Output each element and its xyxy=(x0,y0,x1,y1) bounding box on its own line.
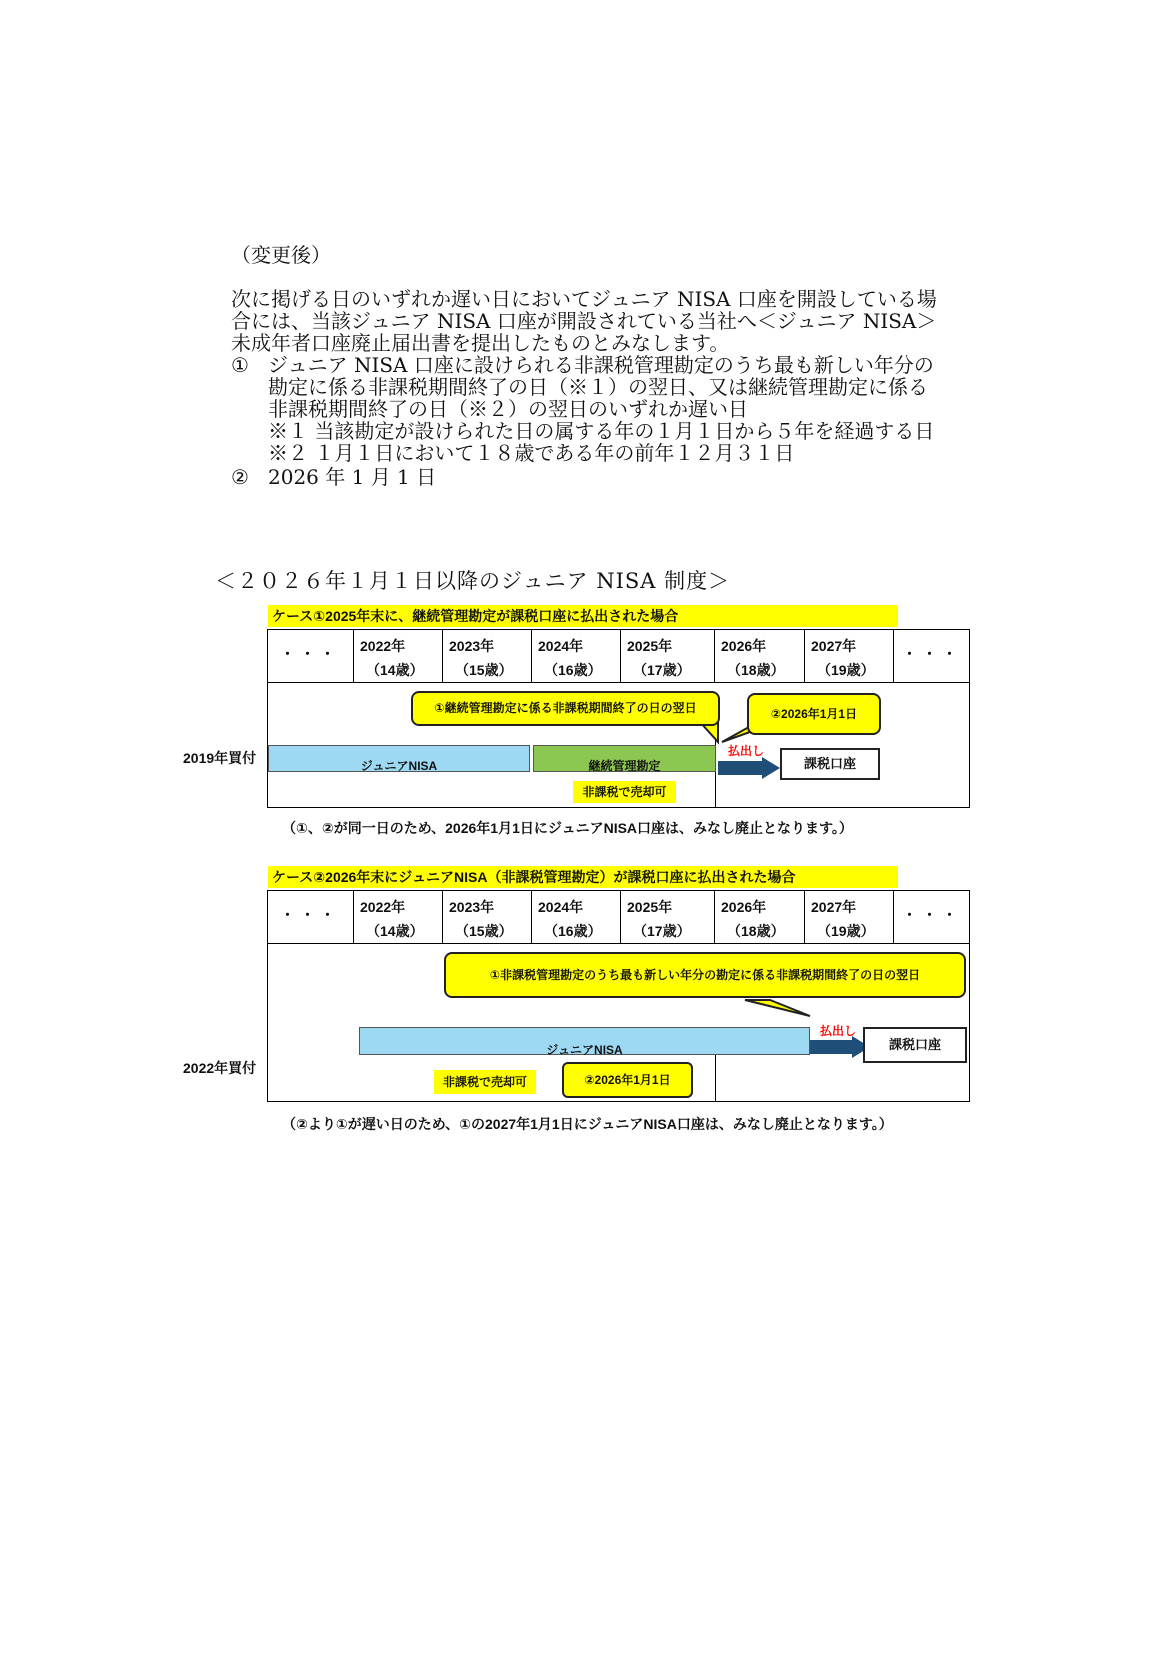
case1-callout-2: ②2026年1月1日 xyxy=(747,693,881,735)
paragraph xyxy=(231,288,991,354)
item-1-line: 非課税期間終了の日（※２）の翌日のいずれか遅い日 xyxy=(268,397,748,421)
year-cell xyxy=(354,891,443,943)
age-label: （17歳） xyxy=(633,662,691,678)
case1-payout-arrow xyxy=(718,757,780,779)
year-label: 2027年 xyxy=(811,638,857,654)
year-cell xyxy=(443,891,532,943)
year-label: 2026年 xyxy=(721,638,767,654)
paragraph-line: 次に掲げる日のいずれか遅い日においてジュニア NISA 口座を開設している場 xyxy=(231,287,937,311)
case2-payout-label: 払出し xyxy=(820,1024,857,1038)
age-label: （18歳） xyxy=(727,662,785,678)
year-cell xyxy=(354,630,443,682)
year-label: 2023年 xyxy=(449,638,495,654)
year-cell xyxy=(715,630,805,682)
age-label: （15歳） xyxy=(455,662,513,678)
age-label: （17歳） xyxy=(633,923,691,939)
year-label: 2025年 xyxy=(627,899,673,915)
case1-note: （①、②が同一日のため、2026年1月1日にジュニアNISA口座は、みなし廃止となります。） xyxy=(282,820,853,836)
header-cell-ellipsis xyxy=(268,891,354,943)
ellipsis: ・・・ xyxy=(902,907,963,923)
year-label: 2027年 xyxy=(811,899,857,915)
section-title: ＜２０２６年１月１日以降のジュニア NISA 制度＞ xyxy=(215,569,731,593)
age-label: （16歳） xyxy=(544,923,602,939)
year-cell xyxy=(805,891,894,943)
item-1-line: ジュニア NISA 口座に設けられる非課税管理勘定のうち最も新しい年分の xyxy=(268,353,934,377)
header-cell-ellipsis xyxy=(894,630,971,682)
year-cell xyxy=(443,630,532,682)
ellipsis: ・・・ xyxy=(280,646,341,662)
divider xyxy=(268,943,969,944)
case1-junior-nisa-bar: ジュニアNISA xyxy=(268,745,530,772)
case2-taxable-account: 課税口座 xyxy=(863,1027,967,1063)
header-cell-ellipsis xyxy=(894,891,971,943)
case2-row-label: 2022年買付 xyxy=(183,1060,257,1076)
paragraph-line: 未成年者口座廃止届出書を提出したものとみなします。 xyxy=(231,331,730,355)
year-label: 2022年 xyxy=(360,899,406,915)
case1-callout-1: ①継続管理勘定に係る非課税期間終了の日の翌日 xyxy=(411,691,720,726)
age-label: （19歳） xyxy=(817,662,875,678)
item-2-number: ② xyxy=(231,465,249,489)
case1-keizoku-bar: 継続管理勘定 xyxy=(533,745,716,772)
year-label: 2026年 xyxy=(721,899,767,915)
paragraph-line: 合には、当該ジュニア NISA 口座が開設されている当社へ＜ジュニア NISA＞ xyxy=(231,309,937,333)
case1-sell-label: 非課税で売却可 xyxy=(573,781,676,803)
item-1-number: ① xyxy=(231,353,249,377)
case2-junior-nisa-bar: ジュニアNISA xyxy=(359,1027,810,1055)
arrow-shape xyxy=(810,1036,870,1058)
case2-title: ケース②2026年末にジュニアNISA（非課税管理勘定）が課税口座に払出された場合 xyxy=(268,866,898,888)
item-2-line: 2026 年 1 月 1 日 xyxy=(268,465,437,489)
age-label: （15歳） xyxy=(455,923,513,939)
case2-callout-2: ②2026年1月1日 xyxy=(562,1062,693,1098)
year-cell xyxy=(621,891,715,943)
year-cell xyxy=(715,891,805,943)
case1-row-label: 2019年買付 xyxy=(183,750,257,766)
year-cell xyxy=(532,630,621,682)
age-label: （16歳） xyxy=(544,662,602,678)
heading: （変更後） xyxy=(231,243,331,267)
age-label: （14歳） xyxy=(366,923,424,939)
year-label: 2024年 xyxy=(538,899,584,915)
year-label: 2023年 xyxy=(449,899,495,915)
note-2: ※２ １月１日において１８歳である年の前年１２月３１日 xyxy=(268,441,795,465)
year-label: 2024年 xyxy=(538,638,584,654)
case1-title: ケース①2025年末に、継続管理勘定が課税口座に払出された場合 xyxy=(268,605,898,627)
item-1-line: 勘定に係る非課税期間終了の日（※１）の翌日、又は継続管理勘定に係る xyxy=(268,375,928,399)
age-label: （18歳） xyxy=(727,923,785,939)
note-1: ※１ 当該勘定が設けられた日の属する年の１月１日から５年を経過する日 xyxy=(268,419,935,443)
case2-payout-arrow xyxy=(810,1036,870,1058)
case2-note: （②より①が遅い日のため、①の2027年1月1日にジュニアNISA口座は、みなし廃止となります。） xyxy=(282,1116,893,1132)
header-cell-ellipsis xyxy=(268,630,354,682)
divider xyxy=(268,682,969,683)
case1-payout-label: 払出し xyxy=(728,744,765,758)
year-label: 2025年 xyxy=(627,638,673,654)
case2-callout-1: ①非課税管理勘定のうち最も新しい年分の勘定に係る非課税期間終了の日の翌日 xyxy=(444,952,966,998)
case2-sell-label: 非課税で売却可 xyxy=(434,1070,536,1094)
age-label: （19歳） xyxy=(817,923,875,939)
ellipsis: ・・・ xyxy=(902,646,963,662)
year-cell xyxy=(532,891,621,943)
age-label: （14歳） xyxy=(366,662,424,678)
case1-taxable-account: 課税口座 xyxy=(780,748,880,780)
year-label: 2022年 xyxy=(360,638,406,654)
year-cell xyxy=(621,630,715,682)
year-cell xyxy=(805,630,894,682)
ellipsis: ・・・ xyxy=(280,907,341,923)
arrow-shape xyxy=(718,757,780,779)
